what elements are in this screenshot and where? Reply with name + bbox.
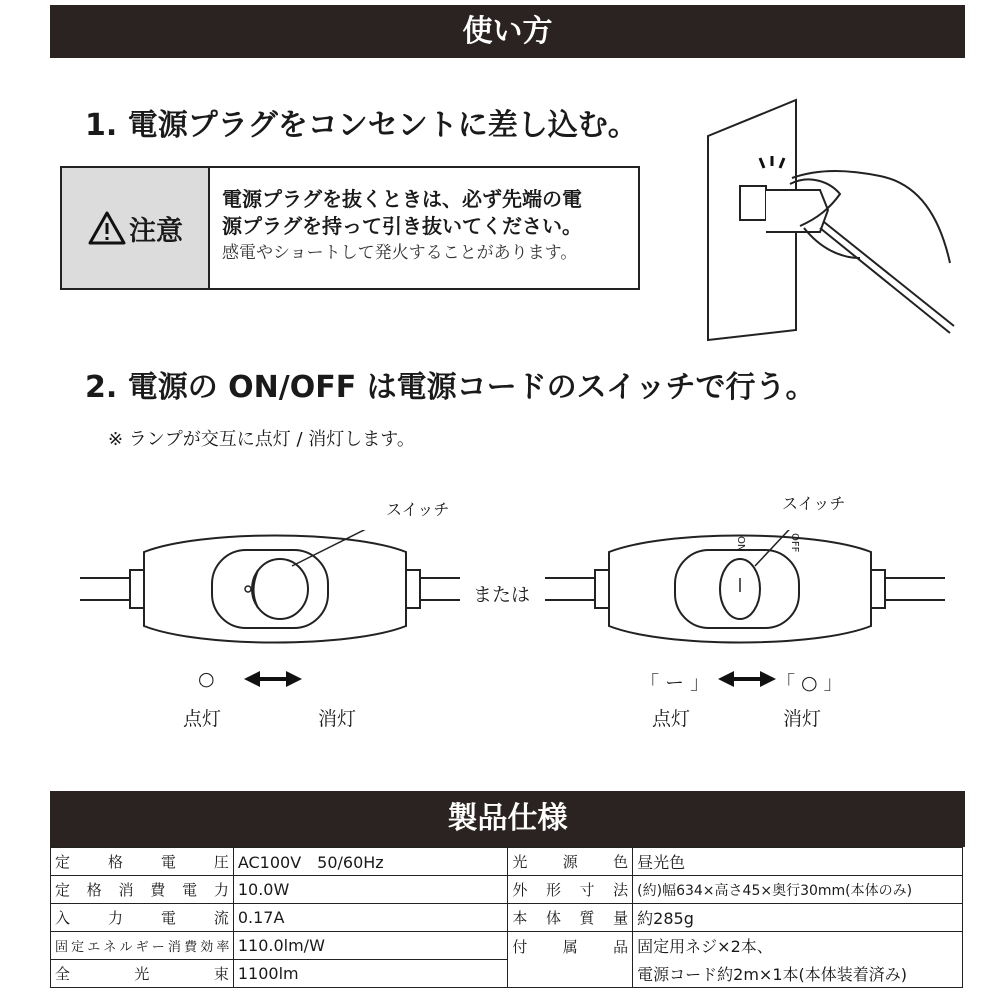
spec-key: 外形寸法 [508, 876, 633, 904]
on-label-right: 点灯 [652, 708, 691, 730]
table-row [51, 876, 963, 904]
off-label-left: 消灯 [318, 708, 357, 730]
caution-label [62, 168, 210, 288]
spec-value: 固定用ネジ×2本、 [633, 932, 963, 960]
spec-value: 110.0lm/W [233, 932, 508, 960]
caution-label-text: 注意 [129, 215, 183, 247]
caution-line-1: 電源プラグを抜くときは、必ず先端の電 [222, 187, 582, 211]
spec-key: 本体質量 [508, 904, 633, 932]
spec-table [50, 847, 963, 988]
warning-icon [87, 210, 127, 246]
note-text: ※ ランプが交互に点灯 / 消灯します。 [108, 429, 415, 450]
spec-key: 光源色 [508, 848, 633, 876]
rocker-switch-diagram [80, 530, 540, 650]
spec-key: 付属品 [508, 932, 633, 988]
spec-value: 0.17A [233, 904, 508, 932]
spec-value: 約285g [633, 904, 963, 932]
spec-value: 10.0W [233, 876, 508, 904]
switch-off-text: OFF [789, 533, 800, 553]
section-header-spec: 製品仕様 [50, 791, 965, 847]
switch-callout-right: スイッチ [782, 494, 846, 513]
section-header-usage: 使い方 [50, 5, 965, 58]
caution-line-2: 源プラグを持って引き抜いてください。 [222, 214, 582, 238]
caution-box [60, 166, 640, 290]
off-label-right: 消灯 [783, 708, 822, 730]
spec-value: AC100V 50/60Hz [233, 848, 508, 876]
plug-insertion-illustration [700, 98, 960, 348]
spec-key: 入力電流 [51, 904, 234, 932]
spec-value: 1100lm [233, 960, 508, 988]
caution-line-3: 感電やショートして発火することがあります。 [222, 243, 578, 263]
step-1-title: 1. 電源プラグをコンセントに差し込む。 [85, 108, 638, 143]
on-label-left: 点灯 [183, 708, 222, 730]
step-2-title: 2. 電源の ON/OFF は電源コードのスイッチで行う。 [85, 370, 816, 405]
off-symbol-right: 「 ー 」 [640, 672, 710, 694]
spec-value: (約)幅634×高さ45×奥行30mm(本体のみ) [633, 876, 963, 904]
table-row [51, 904, 963, 932]
spec-key: 定格電圧 [51, 848, 234, 876]
spec-value: 昼光色 [633, 848, 963, 876]
on-symbol-left: ○ [198, 668, 215, 690]
spec-value: 電源コード約2m×1本(本体装着済み) [633, 960, 963, 988]
table-row [51, 848, 963, 876]
switch-on-text: ON [735, 536, 746, 552]
caution-text [222, 186, 632, 267]
spec-key: 固定エネルギー消費効率 [51, 932, 234, 960]
double-arrow-icon-right [718, 670, 776, 688]
on-symbol-right: 「 ○ 」 [776, 672, 843, 694]
double-arrow-icon [244, 670, 302, 688]
table-row [51, 932, 963, 960]
spec-key: 定格消費電力 [51, 876, 234, 904]
spec-key: 全光束 [51, 960, 234, 988]
or-text: または [473, 584, 531, 606]
switch-callout-left: スイッチ [386, 500, 450, 519]
table-row [51, 960, 963, 988]
